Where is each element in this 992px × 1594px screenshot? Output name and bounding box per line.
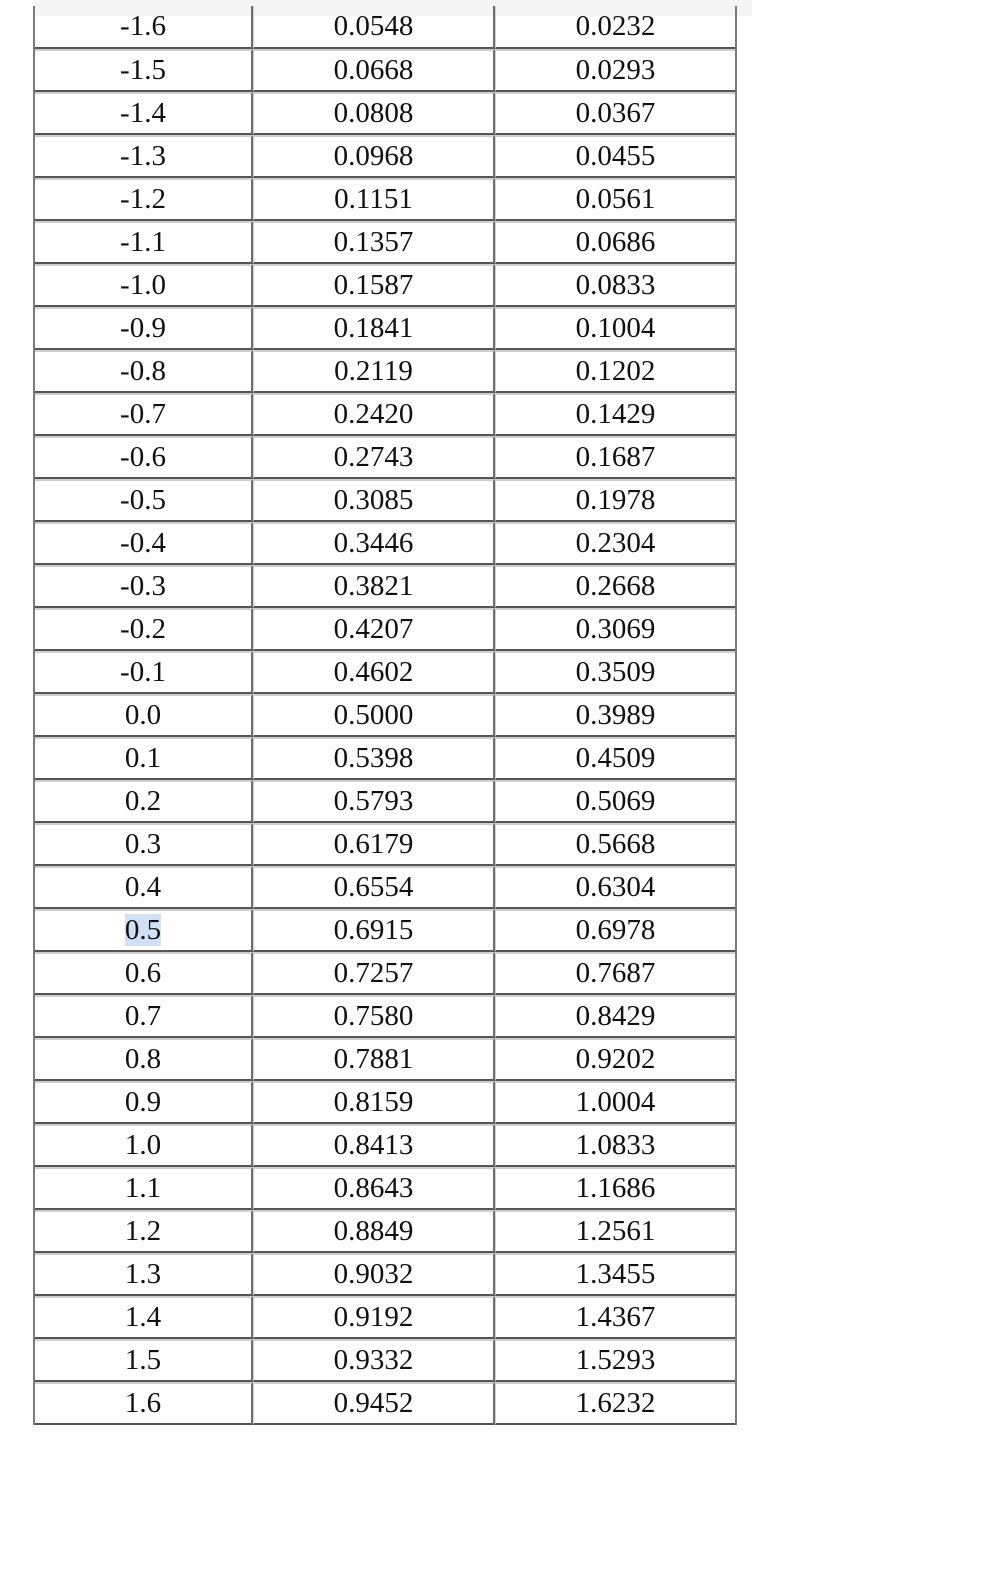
z-value-cell xyxy=(35,651,253,694)
cell-text[interactable]: 1.2 xyxy=(124,1215,162,1247)
z-value-cell xyxy=(35,221,253,264)
z-value-cell xyxy=(35,952,253,995)
cell-text[interactable]: 1.6232 xyxy=(575,1387,656,1419)
cdf-value-cell xyxy=(253,49,495,92)
cell-text[interactable]: 0.0968 xyxy=(333,140,414,172)
cell-text[interactable]: 0.5793 xyxy=(333,785,414,817)
cell-text[interactable]: 0.9332 xyxy=(333,1344,414,1376)
cell-text[interactable]: 0.0548 xyxy=(333,10,414,42)
cell-text[interactable]: 1.1 xyxy=(124,1172,162,1204)
cdf-value-cell xyxy=(253,1038,495,1081)
cell-text[interactable]: 0.8159 xyxy=(333,1086,414,1118)
table-row xyxy=(35,737,735,780)
cell-text[interactable]: 0.0686 xyxy=(575,226,656,258)
cell-text[interactable]: 0.2304 xyxy=(575,527,656,559)
cell-text[interactable]: 0.0561 xyxy=(575,183,656,215)
cell-text[interactable]: 0.1202 xyxy=(575,355,656,387)
cell-text[interactable]: -1.2 xyxy=(120,183,166,215)
cell-text[interactable]: 0.4 xyxy=(124,871,162,903)
cell-text[interactable]: 0.5668 xyxy=(575,828,656,860)
z-value-cell xyxy=(35,780,253,823)
cell-text[interactable]: 0.9452 xyxy=(333,1387,414,1419)
third-column-cell xyxy=(495,1124,735,1167)
third-column-cell xyxy=(495,221,735,264)
cell-text[interactable]: 0.7 xyxy=(124,1000,162,1032)
cdf-value-cell xyxy=(253,1339,495,1382)
cell-text[interactable]: 0.3069 xyxy=(575,613,656,645)
cell-text[interactable]: 0.0232 xyxy=(575,10,656,42)
cell-text[interactable]: 0.1151 xyxy=(334,183,413,215)
cell-text[interactable]: -1.4 xyxy=(120,97,166,129)
third-column-cell xyxy=(495,92,735,135)
z-value-cell xyxy=(35,823,253,866)
z-value-cell xyxy=(35,1253,253,1296)
third-column-cell xyxy=(495,1210,735,1253)
z-value-cell xyxy=(35,1382,253,1425)
cell-text[interactable]: 0.5069 xyxy=(575,785,656,817)
third-column-cell xyxy=(495,1296,735,1339)
cell-text[interactable]: -0.2 xyxy=(120,613,166,645)
cell-text[interactable]: 0.3 xyxy=(124,828,162,860)
cell-text[interactable]: 0.7881 xyxy=(333,1043,414,1075)
cdf-value-cell xyxy=(253,651,495,694)
third-column-cell xyxy=(495,1081,735,1124)
table-row xyxy=(35,135,735,178)
cell-text[interactable]: -0.5 xyxy=(120,484,166,516)
cell-text[interactable]: 0.1357 xyxy=(333,226,414,258)
table-row xyxy=(35,1081,735,1124)
table-row xyxy=(35,909,735,952)
z-value-cell xyxy=(35,436,253,479)
z-value-cell xyxy=(35,393,253,436)
cell-text[interactable]: 1.4367 xyxy=(575,1301,656,1333)
z-value-cell xyxy=(35,1124,253,1167)
z-value-cell xyxy=(35,866,253,909)
selected-cell-text[interactable]: 0.5 xyxy=(124,914,162,946)
z-value-cell xyxy=(35,49,253,92)
cell-text[interactable]: 0.3085 xyxy=(333,484,414,516)
cell-text[interactable]: 0.2 xyxy=(124,785,162,817)
cell-text[interactable]: 0.6915 xyxy=(333,914,414,946)
cell-text[interactable]: 1.5 xyxy=(124,1344,162,1376)
table-row xyxy=(35,651,735,694)
cell-text[interactable]: 0.7580 xyxy=(333,1000,414,1032)
cell-text[interactable]: 0.3989 xyxy=(575,699,656,731)
cdf-value-cell xyxy=(253,1253,495,1296)
z-value-cell xyxy=(35,178,253,221)
z-value-cell xyxy=(35,608,253,651)
third-column-cell xyxy=(495,780,735,823)
cdf-value-cell xyxy=(253,866,495,909)
cdf-value-cell xyxy=(253,780,495,823)
third-column-cell xyxy=(495,135,735,178)
third-column-cell xyxy=(495,952,735,995)
table-row xyxy=(35,6,735,49)
third-column-cell xyxy=(495,178,735,221)
cdf-value-cell xyxy=(253,178,495,221)
z-value-cell xyxy=(35,522,253,565)
cdf-value-cell xyxy=(253,1210,495,1253)
z-value-cell xyxy=(35,737,253,780)
table-row xyxy=(35,1210,735,1253)
cdf-value-cell xyxy=(253,393,495,436)
cell-text[interactable]: 0.1978 xyxy=(575,484,656,516)
third-column-cell xyxy=(495,6,735,49)
z-value-cell xyxy=(35,135,253,178)
cell-text[interactable]: -0.7 xyxy=(120,398,166,430)
cell-text[interactable]: 0.4509 xyxy=(575,742,656,774)
table-row xyxy=(35,178,735,221)
third-column-cell xyxy=(495,608,735,651)
z-value-cell xyxy=(35,1210,253,1253)
z-value-cell xyxy=(35,6,253,49)
table-row xyxy=(35,1167,735,1210)
cell-text[interactable]: 0.9192 xyxy=(333,1301,414,1333)
cell-text[interactable]: 0.9202 xyxy=(575,1043,656,1075)
cell-text[interactable]: 0.7257 xyxy=(333,957,414,989)
cell-text[interactable]: 0.5000 xyxy=(333,699,414,731)
table-row xyxy=(35,694,735,737)
cdf-value-cell xyxy=(253,264,495,307)
cdf-value-cell xyxy=(253,479,495,522)
third-column-cell xyxy=(495,1167,735,1210)
cell-text[interactable]: 1.2561 xyxy=(575,1215,656,1247)
cell-text[interactable]: -0.6 xyxy=(120,441,166,473)
cell-text[interactable]: 0.1429 xyxy=(575,398,656,430)
cell-text[interactable]: 0.9 xyxy=(124,1086,162,1118)
cell-text[interactable]: 0.3509 xyxy=(575,656,656,688)
third-column-cell xyxy=(495,651,735,694)
table-row xyxy=(35,1296,735,1339)
cell-text[interactable]: 0.4207 xyxy=(333,613,414,645)
z-value-cell xyxy=(35,307,253,350)
cell-text[interactable]: 1.6 xyxy=(124,1387,162,1419)
cell-text[interactable]: 0.9032 xyxy=(333,1258,414,1290)
z-value-cell xyxy=(35,1296,253,1339)
cell-text[interactable]: 0.8849 xyxy=(333,1215,414,1247)
cell-text[interactable]: 0.1004 xyxy=(575,312,656,344)
z-value-cell xyxy=(35,1167,253,1210)
cell-text[interactable]: 0.2743 xyxy=(333,441,414,473)
third-column-cell xyxy=(495,1253,735,1296)
z-value-cell xyxy=(35,565,253,608)
cell-text[interactable]: -1.0 xyxy=(120,269,166,301)
third-column-cell xyxy=(495,264,735,307)
z-value-cell xyxy=(35,479,253,522)
table-row xyxy=(35,92,735,135)
cell-text[interactable]: 0.8 xyxy=(124,1043,162,1075)
third-column-cell xyxy=(495,436,735,479)
third-column-cell xyxy=(495,49,735,92)
cdf-value-cell xyxy=(253,952,495,995)
third-column-cell xyxy=(495,694,735,737)
cdf-value-cell xyxy=(253,608,495,651)
table-row xyxy=(35,221,735,264)
cell-text[interactable]: -0.8 xyxy=(120,355,166,387)
cdf-value-cell xyxy=(253,1124,495,1167)
cell-text[interactable]: -1.1 xyxy=(120,226,166,258)
table-row xyxy=(35,1124,735,1167)
table-row xyxy=(35,952,735,995)
cdf-value-cell xyxy=(253,221,495,264)
cdf-value-cell xyxy=(253,823,495,866)
cell-text[interactable]: 0.6 xyxy=(124,957,162,989)
cdf-value-cell xyxy=(253,909,495,952)
cell-text[interactable]: 0.6554 xyxy=(333,871,414,903)
cell-text[interactable]: -0.1 xyxy=(120,656,166,688)
cell-text[interactable]: -1.6 xyxy=(120,10,166,42)
cell-text[interactable]: -1.3 xyxy=(120,140,166,172)
z-value-cell xyxy=(35,1339,253,1382)
table-row xyxy=(35,393,735,436)
cell-text[interactable]: 0.6978 xyxy=(575,914,656,946)
normal-distribution-table xyxy=(33,6,737,1425)
cell-text[interactable]: -0.4 xyxy=(120,527,166,559)
table-row xyxy=(35,307,735,350)
third-column-cell xyxy=(495,1382,735,1425)
cell-text[interactable]: 0.3821 xyxy=(333,570,414,602)
cdf-value-cell xyxy=(253,1296,495,1339)
table-row xyxy=(35,780,735,823)
cell-text[interactable]: 0.0 xyxy=(124,699,162,731)
cell-text[interactable]: 0.0808 xyxy=(333,97,414,129)
cdf-value-cell xyxy=(253,522,495,565)
table-row xyxy=(35,436,735,479)
cdf-value-cell xyxy=(253,6,495,49)
cell-text[interactable]: -1.5 xyxy=(120,54,166,86)
table-row xyxy=(35,264,735,307)
table-row xyxy=(35,1382,735,1425)
table-row xyxy=(35,866,735,909)
third-column-cell xyxy=(495,823,735,866)
cell-text[interactable]: 0.2420 xyxy=(333,398,414,430)
cdf-value-cell xyxy=(253,995,495,1038)
cdf-value-cell xyxy=(253,135,495,178)
cell-text[interactable]: 0.0367 xyxy=(575,97,656,129)
z-value-cell xyxy=(35,264,253,307)
third-column-cell xyxy=(495,866,735,909)
third-column-cell xyxy=(495,565,735,608)
cell-text[interactable]: 0.0455 xyxy=(575,140,656,172)
cdf-value-cell xyxy=(253,307,495,350)
table-body xyxy=(35,6,735,1425)
cell-text[interactable]: 0.6304 xyxy=(575,871,656,903)
z-value-cell xyxy=(35,1038,253,1081)
third-column-cell xyxy=(495,1339,735,1382)
cdf-value-cell xyxy=(253,694,495,737)
cell-text[interactable]: 0.7687 xyxy=(575,957,656,989)
cell-text[interactable]: 0.0833 xyxy=(575,269,656,301)
third-column-cell xyxy=(495,479,735,522)
z-value-cell xyxy=(35,1081,253,1124)
cdf-value-cell xyxy=(253,1382,495,1425)
z-value-cell xyxy=(35,350,253,393)
cell-text[interactable]: 0.1687 xyxy=(575,441,656,473)
cell-text[interactable]: 0.3446 xyxy=(333,527,414,559)
third-column-cell xyxy=(495,995,735,1038)
table-row xyxy=(35,565,735,608)
cell-text[interactable]: 1.0004 xyxy=(575,1086,656,1118)
table-row xyxy=(35,1339,735,1382)
cell-text[interactable]: 0.8429 xyxy=(575,1000,656,1032)
cdf-value-cell xyxy=(253,565,495,608)
cell-text[interactable]: 0.2668 xyxy=(575,570,656,602)
cell-text[interactable]: 1.0 xyxy=(124,1129,162,1161)
table-container xyxy=(33,6,737,1425)
cell-text[interactable]: 0.0293 xyxy=(575,54,656,86)
cdf-value-cell xyxy=(253,737,495,780)
cell-text[interactable]: 1.3 xyxy=(124,1258,162,1290)
cdf-value-cell xyxy=(253,92,495,135)
third-column-cell xyxy=(495,350,735,393)
cell-text[interactable]: 0.2119 xyxy=(334,355,413,387)
table-row xyxy=(35,1038,735,1081)
cell-text[interactable]: -0.9 xyxy=(120,312,166,344)
third-column-cell xyxy=(495,909,735,952)
third-column-cell xyxy=(495,393,735,436)
cell-text[interactable]: 1.0833 xyxy=(575,1129,656,1161)
cell-text[interactable]: 1.3455 xyxy=(575,1258,656,1290)
table-row xyxy=(35,479,735,522)
z-value-cell xyxy=(35,92,253,135)
cell-text[interactable]: 1.5293 xyxy=(575,1344,656,1376)
third-column-cell xyxy=(495,307,735,350)
cell-text[interactable]: 0.8413 xyxy=(333,1129,414,1161)
table-row xyxy=(35,823,735,866)
cell-text[interactable]: 0.0668 xyxy=(333,54,414,86)
table-row xyxy=(35,608,735,651)
third-column-cell xyxy=(495,737,735,780)
cell-text[interactable]: -0.3 xyxy=(120,570,166,602)
cell-text[interactable]: 1.1686 xyxy=(575,1172,656,1204)
third-column-cell xyxy=(495,1038,735,1081)
cell-text[interactable]: 0.1 xyxy=(124,742,162,774)
cdf-value-cell xyxy=(253,350,495,393)
cell-text[interactable]: 0.1587 xyxy=(333,269,414,301)
z-value-cell xyxy=(35,995,253,1038)
cell-text[interactable]: 1.4 xyxy=(124,1301,162,1333)
table-row xyxy=(35,49,735,92)
table-row xyxy=(35,1253,735,1296)
cdf-value-cell xyxy=(253,1081,495,1124)
table-row xyxy=(35,350,735,393)
z-value-cell xyxy=(35,909,253,952)
table-row xyxy=(35,995,735,1038)
cdf-value-cell xyxy=(253,1167,495,1210)
table-row xyxy=(35,522,735,565)
cell-text[interactable]: 0.5398 xyxy=(333,742,414,774)
cell-text[interactable]: 0.6179 xyxy=(333,828,414,860)
cell-text[interactable]: 0.8643 xyxy=(333,1172,414,1204)
cdf-value-cell xyxy=(253,436,495,479)
third-column-cell xyxy=(495,522,735,565)
z-value-cell xyxy=(35,694,253,737)
cell-text[interactable]: 0.4602 xyxy=(333,656,414,688)
cell-text[interactable]: 0.1841 xyxy=(333,312,414,344)
